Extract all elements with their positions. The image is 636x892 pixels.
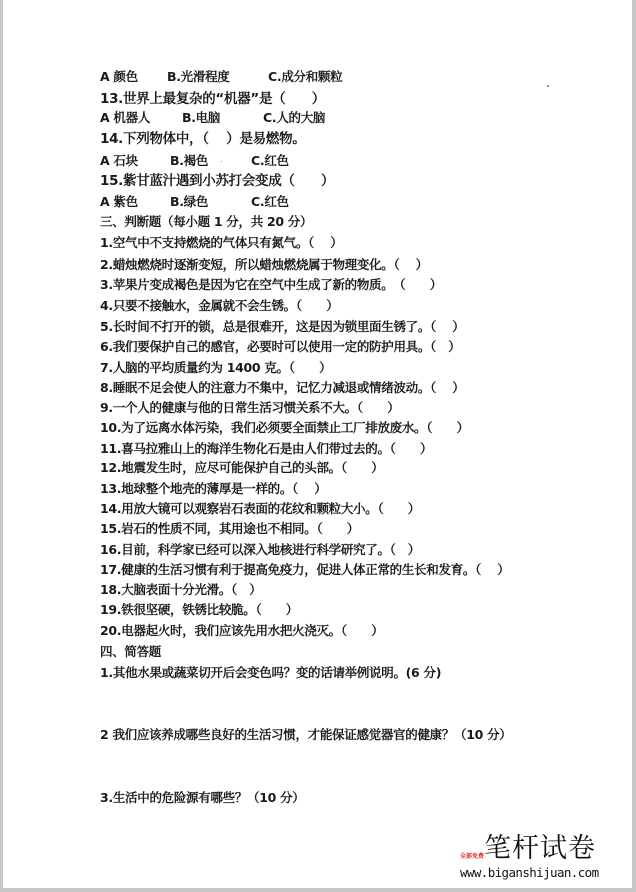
judge-item: 1.空气中不支持燃烧的气体只有氮气。（ ）: [100, 235, 343, 250]
section-heading-short-answer: 四、简答题: [100, 644, 162, 659]
watermark-title: 笔杆试卷: [484, 833, 596, 864]
judge-item: 10.为了远离水体污染，我们必须要全面禁止工厂排放废水。（ ）: [100, 420, 469, 435]
watermark-url: www.biganshijuan.com: [460, 865, 599, 880]
option-b: B.光滑程度: [167, 69, 230, 84]
judge-item: 12.地震发生时，应尽可能保护自己的头部。（ ）: [100, 460, 384, 475]
exam-page: [3, 0, 632, 888]
option-c: C.红色: [251, 194, 289, 209]
q14-options: [100, 153, 289, 169]
judge-item: 13.地球整个地壳的薄厚是一样的。（ ）: [100, 481, 327, 496]
q12-options: [100, 69, 342, 85]
option-a: A 颜色: [100, 69, 138, 84]
option-c: C.成分和颗粒: [268, 69, 343, 84]
watermark-logo: [458, 833, 628, 885]
option-b: B.电脑: [182, 110, 221, 125]
judge-item: 4.只要不接触水，金属就不会生锈。（ ）: [100, 298, 339, 313]
judge-item: 3.苹果片变成褐色是因为它在空气中生成了新的物质。 （ ）: [100, 277, 442, 292]
judge-item: 19.铁很坚硬，铁锈比较脆。（ ）: [100, 602, 298, 617]
judge-item: 17.健康的生活习惯有利于提高免疫力，促进人体正常的生长和发育。（ ）: [100, 562, 510, 577]
question-15: 15.紫甘蓝汁遇到小苏打会变成（ ）: [100, 173, 335, 189]
q15-options: [100, 194, 289, 210]
option-a: A 紫色: [100, 194, 138, 209]
option-b: B.褐色: [170, 153, 209, 168]
judge-item: 15.岩石的性质不同，其用途也不相同。（ ）: [100, 521, 359, 536]
judge-item: 6.我们要保护自己的感官，必要时可以使用一定的防护用具。（ ）: [100, 339, 461, 354]
judge-item: 20.电器起火时，我们应该先用水把火浇灭。（ ）: [100, 623, 384, 638]
scan-speck: [547, 85, 549, 87]
question-13: 13.世界上最复杂的“机器”是（ ）: [100, 91, 325, 107]
judge-item: 8.睡眠不足会使人的注意力不集中，记忆力减退或情绪波动。（ ）: [100, 380, 465, 395]
option-c: C.人的大脑: [263, 110, 326, 125]
watermark-tag: 全部免费: [460, 853, 485, 860]
q13-options: [100, 110, 325, 126]
section-heading-judge: 三、判断题（每小题 1 分，共 20 分）: [100, 214, 313, 229]
short-answer-item: 2 我们应该养成哪些良好的生活习惯，才能保证感觉器官的健康？（10 分）: [100, 727, 512, 742]
judge-item: 5.长时间不打开的锁，总是很难开，这是因为锁里面生锈了。（ ）: [100, 319, 465, 334]
option-b: B.绿色: [170, 194, 209, 209]
judge-item: 2.蜡烛燃烧时逐渐变短，所以蜡烛燃烧属于物理变化。（ ）: [100, 257, 428, 272]
question-14: 14.下列物体中，（ ）是易燃物。: [100, 131, 306, 147]
judge-item: 7.人脑的平均质量约为 1400 克。（ ）: [100, 360, 332, 375]
option-a: A 机器人: [100, 110, 151, 125]
option-c: C.红色: [251, 153, 289, 168]
judge-item: 9.一个人的健康与他的日常生活习惯关系不大。（ ）: [100, 400, 400, 415]
short-answer-item: 3.生活中的危险源有哪些？（10 分）: [100, 790, 305, 805]
option-a: A 石块: [100, 153, 138, 168]
short-answer-item: 1.其他水果或蔬菜切开后会变色吗？变的话请举例说明。(6 分): [100, 665, 442, 680]
scan-speck: [221, 161, 222, 162]
judge-item: 11.喜马拉雅山上的海洋生物化石是由人们带过去的。（ ）: [100, 441, 433, 456]
judge-item: 14.用放大镜可以观察岩石表面的花纹和颗粒大小。（ ）: [100, 501, 420, 516]
judge-item: 18.大脑表面十分光滑。（ ）: [100, 582, 262, 597]
judge-item: 16.目前，科学家已经可以深入地核进行科学研究了。（ ）: [100, 542, 420, 557]
